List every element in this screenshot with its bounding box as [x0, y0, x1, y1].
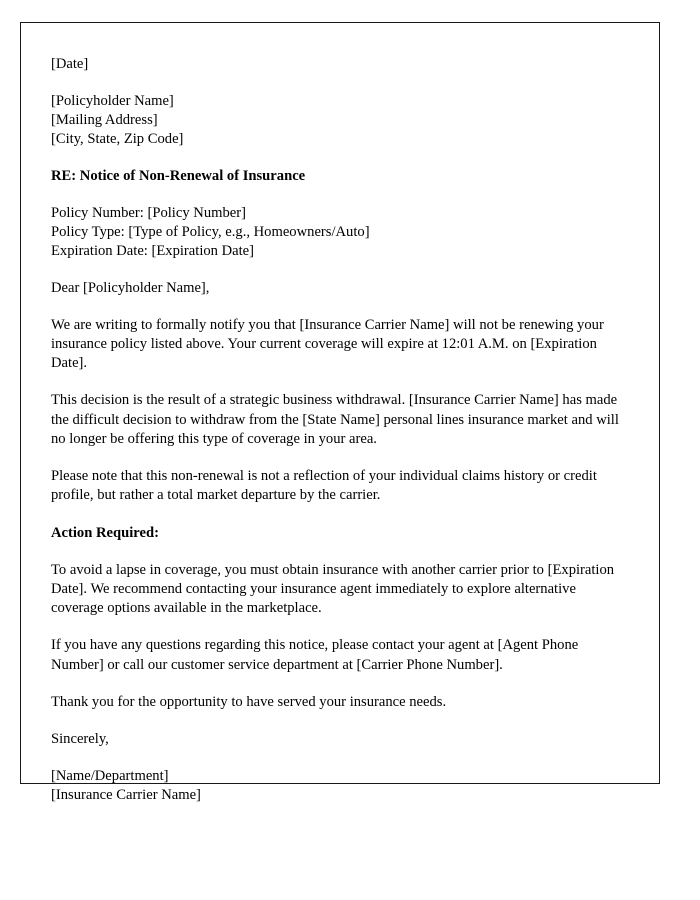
- salutation: Dear [Policyholder Name],: [51, 279, 210, 296]
- date-line: [Date]: [51, 56, 89, 72]
- letter-body: [21, 23, 659, 825]
- subject-line: RE: Notice of Non-Renewal of Insurance: [51, 167, 306, 184]
- closing: Sincerely,: [51, 731, 109, 748]
- paragraph-notice: We are writing to formally notify you that [Insurance Carrier Name] will not be renewing your insurance policy listed above. Your current coverage will expire at 12:01 A.M. on [Expiration Date].: [51, 316, 604, 372]
- signature-carrier-name: [Insurance Carrier Name]: [51, 787, 201, 804]
- signature-name-department: [Name/Department]: [51, 768, 169, 785]
- expiration-date-line: Expiration Date: [Expiration Date]: [51, 242, 255, 259]
- policy-type-line: Policy Type: [Type of Policy, e.g., Homeowners/Auto]: [51, 223, 370, 240]
- action-required-heading: Action Required:: [51, 524, 159, 541]
- paragraph-action: To avoid a lapse in coverage, you must obtain insurance with another carrier prior to [Expiration Date]. We recommend contacting your insurance agent immediately to explore alternative coverage options available in the marketplace.: [51, 561, 615, 617]
- paragraph-thanks: Thank you for the opportunity to have served your insurance needs.: [51, 693, 447, 710]
- recipient-city-state-zip: [City, State, Zip Code]: [51, 130, 184, 147]
- recipient-name: [Policyholder Name]: [51, 92, 174, 109]
- policy-number-line: Policy Number: [Policy Number]: [51, 204, 246, 221]
- signature-block: [51, 767, 629, 805]
- recipient-address-block: [51, 92, 629, 149]
- letter-frame: [20, 22, 660, 804]
- paragraph-disclaimer: Please note that this non-renewal is not a reflection of your individual claims history or credit profile, but rather a total market departure by the carrier.: [51, 468, 597, 504]
- recipient-address: [Mailing Address]: [51, 111, 158, 128]
- paragraph-contact: If you have any questions regarding this notice, please contact your agent at [Agent Phone Number] or call our customer service department at [Carrier Phone Number].: [51, 637, 579, 673]
- policy-details-block: [51, 204, 629, 261]
- paragraph-reason: This decision is the result of a strategic business withdrawal. [Insurance Carrier Name] has made the difficult decision to withdraw from the [State Name] personal lines insurance market and will no longer be offering this type of coverage in your area.: [51, 392, 619, 447]
- date-block: [51, 55, 629, 74]
